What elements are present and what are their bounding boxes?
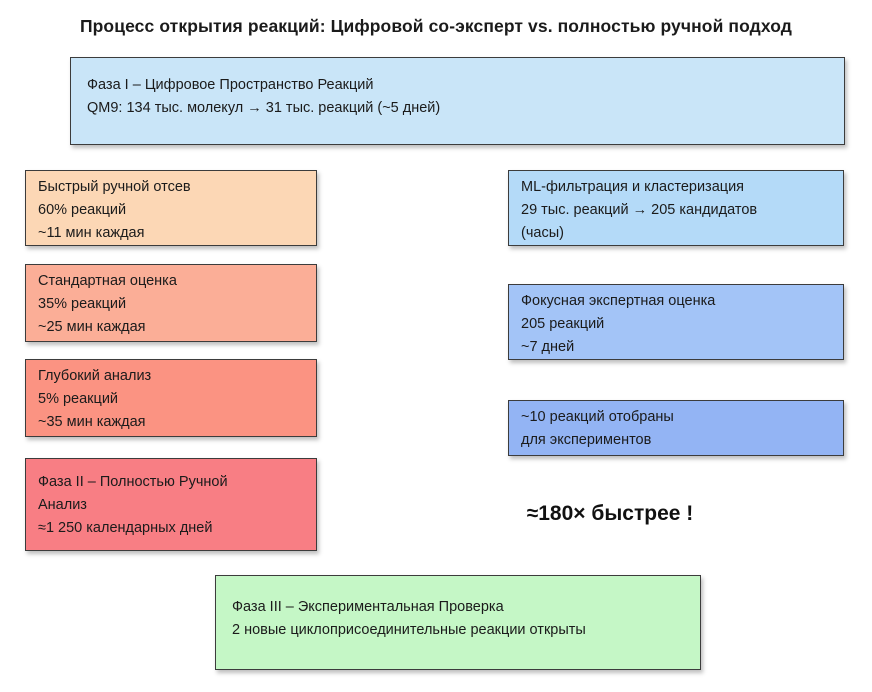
manual-step-deep-analysis-box: [25, 359, 317, 437]
manual-step-line: 5% реакций: [38, 391, 119, 407]
phase1-box: [70, 57, 845, 145]
digital-step-selected-reactions-box: [508, 400, 844, 456]
manual-step-line: ~25 мин каждая: [38, 319, 146, 335]
manual-step-line: Стандартная оценка: [38, 273, 177, 289]
digital-step-line: для экспериментов: [521, 432, 652, 448]
speedup-annotation: ≈180× быстрее !: [526, 502, 694, 525]
phase1-line-2: QM9: 134 тыс. молекул → 31 тыс. реакций (~5 дней): [87, 100, 441, 116]
digital-step-expert-evaluation-box: [508, 284, 844, 360]
phase3-line-2: 2 новые циклоприсоединительные реакции открыты: [232, 622, 586, 638]
phase3-experimental-validation-box: [215, 575, 701, 670]
digital-step-line: 205 реакций: [521, 316, 605, 332]
digital-step-line: ~7 дней: [521, 339, 575, 355]
manual-step-line: 35% реакций: [38, 296, 127, 312]
digital-step-line: 29 тыс. реакций → 205 кандидатов: [521, 202, 758, 218]
digital-step-ml-filtering-box: [508, 170, 844, 246]
phase1-line-1: Фаза I – Цифровое Пространство Реакций: [87, 77, 374, 93]
digital-step-line: (часы): [521, 225, 564, 241]
phase2-manual-analysis-box: [25, 458, 317, 551]
manual-step-line: Глубокий анализ: [38, 368, 152, 384]
manual-step-line: 60% реакций: [38, 202, 127, 218]
manual-step-quick-screening-box: [25, 170, 317, 246]
digital-step-line: ML-фильтрация и кластеризация: [521, 179, 745, 195]
diagram-title: Процесс открытия реакций: Цифровой со-эксперт vs. полностью ручной подход: [79, 16, 793, 36]
manual-step-line: ~35 мин каждая: [38, 414, 146, 430]
phase3-line-1: Фаза III – Экспериментальная Проверка: [232, 599, 504, 615]
manual-step-line: Фаза II – Полностью Ручной: [38, 474, 228, 490]
manual-step-line: Анализ: [38, 497, 87, 513]
digital-step-line: Фокусная экспертная оценка: [521, 293, 716, 309]
manual-step-line: ≈1 250 календарных дней: [38, 520, 213, 536]
digital-step-line: ~10 реакций отобраны: [521, 409, 674, 425]
manual-step-line: Быстрый ручной отсев: [38, 179, 191, 195]
manual-step-standard-evaluation-box: [25, 264, 317, 342]
manual-step-line: ~11 мин каждая: [38, 225, 145, 241]
